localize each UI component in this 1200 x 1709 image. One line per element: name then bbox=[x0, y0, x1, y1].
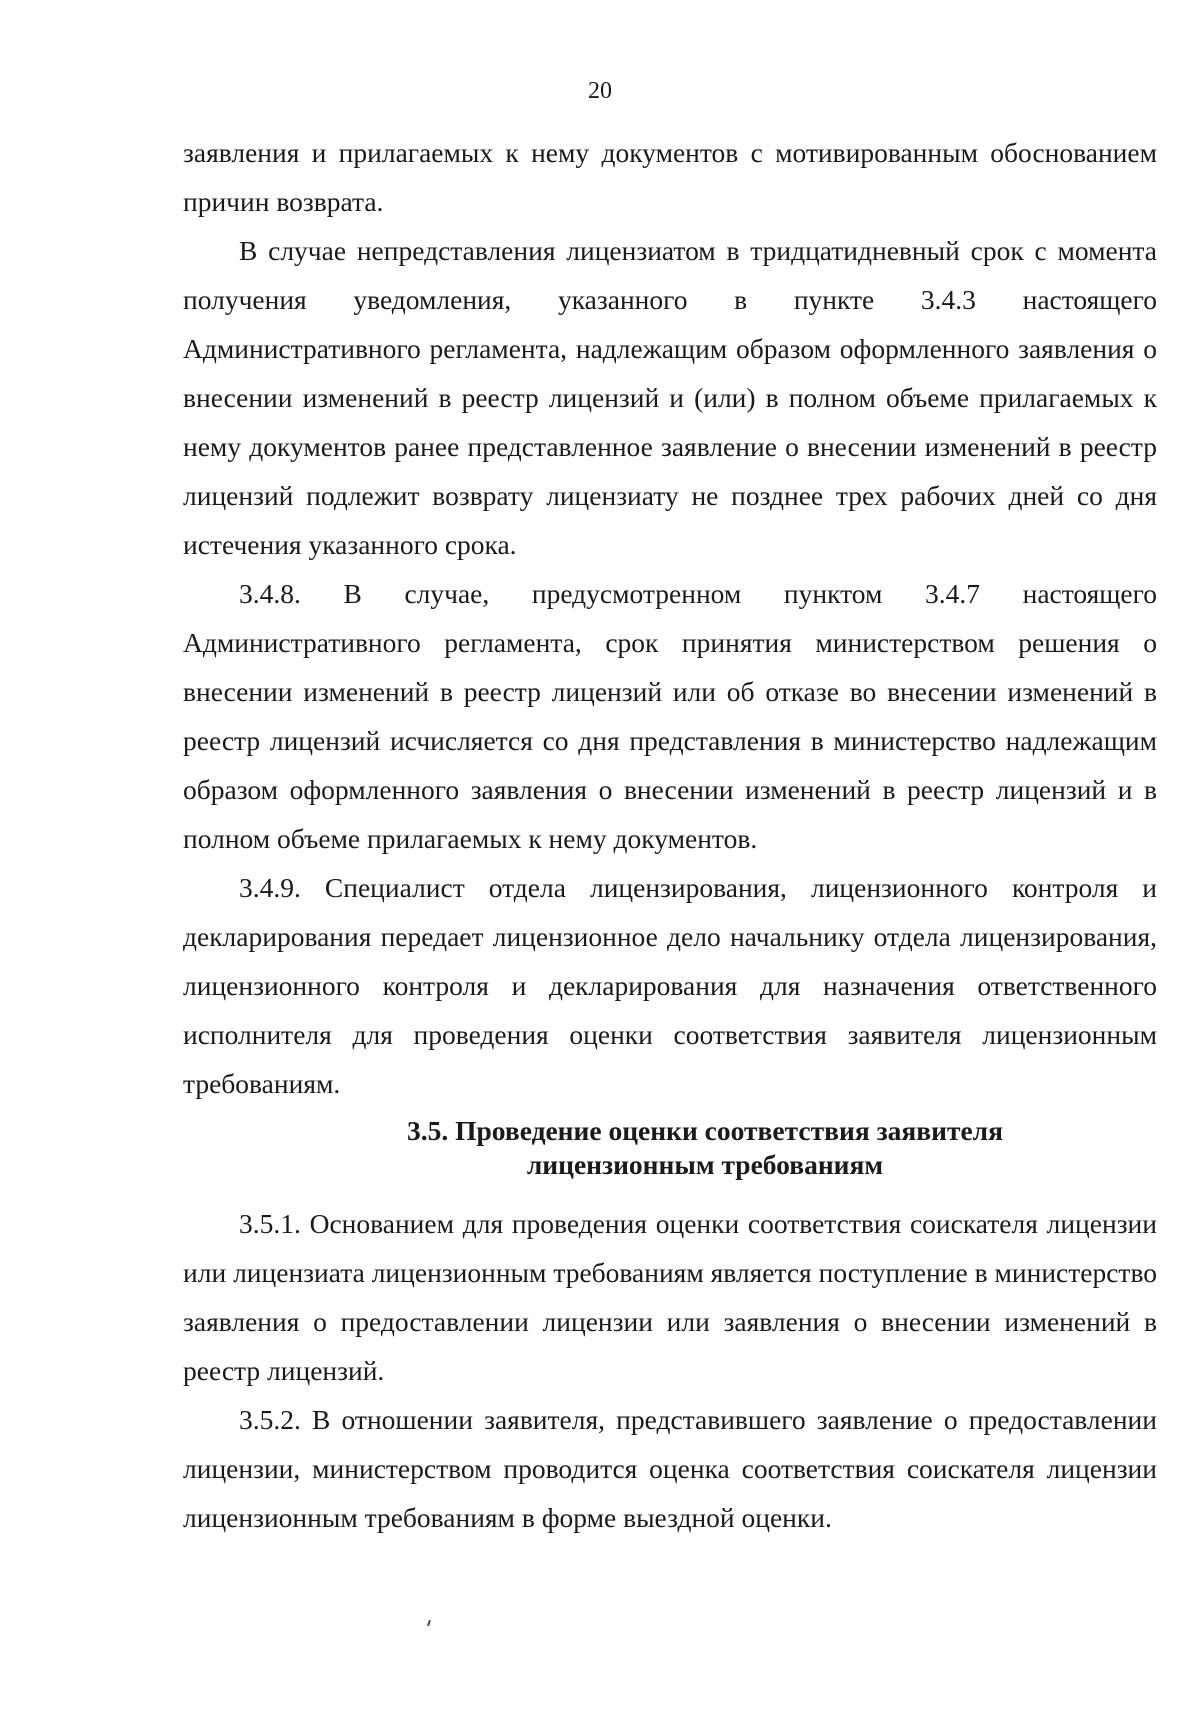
paragraph-3-4-8: 3.4.8. В случае, предусмотренном пунктом 3.4.7 настоящего Административного регламента, срок принятия министерством решения о внесении изменений в реестр лицензий или об отказе во внесении изменений в реестр лицензий исчисляется со дня представления в министерство надлежащим образом оформленного заявления о внесении изменений в реестр лицензий и в полном объеме прилагаемых к нему документов. bbox=[183, 578, 1157, 854]
section-heading-line-2: лицензионным требованиям bbox=[526, 1149, 884, 1180]
page-number: 20 bbox=[588, 78, 612, 104]
document-body bbox=[183, 128, 1157, 1542]
paragraph-3-5-1: 3.5.1. Основанием для проведения оценки соответствия соискателя лицензии или лицензиата лицензионным требованиям является поступление в министерство заявления о предоставлении лицензии или заявления о внесении изменений в реестр лицензий. bbox=[183, 1208, 1157, 1386]
paragraph-continuation: заявления и прилагаемых к нему документов с мотивированным обоснованием причин возврата. bbox=[183, 137, 1157, 217]
paragraph-3-5-2: 3.5.2. В отношении заявителя, представившего заявление о предоставлении лицензии, министерством проводится оценка соответствия соискателя лицензии лицензионным требованиям в форме выездной оценки. bbox=[183, 1404, 1157, 1533]
scan-speck bbox=[427, 1620, 431, 1626]
paragraph-3-4-9: 3.4.9. Специалист отдела лицензирования, лицензионного контроля и декларирования передает лицензионное дело начальнику отдела лицензирования, лицензионного контроля и декларирования для назначения ответственного исполнителя для проведения оценки соответствия заявителя лицензионным требованиям. bbox=[183, 872, 1157, 1099]
section-heading-3-5 bbox=[183, 1114, 1157, 1182]
paragraph-nonsubmission: В случае непредставления лицензиатом в тридцатидневный срок с момента получения уведомления, указанного в пункте 3.4.3 настоящего Административного регламента, надлежащим образом оформленного заявления о внесении изменений в реестр лицензий и (или) в полном объеме прилагаемых к нему документов ранее представленное заявление о внесении изменений в реестр лицензий подлежит возврату лицензиату не позднее трех рабочих дней со дня истечения указанного срока. bbox=[183, 235, 1157, 560]
section-heading-line-1: 3.5. Проведение оценки соответствия заявителя bbox=[407, 1115, 1003, 1146]
